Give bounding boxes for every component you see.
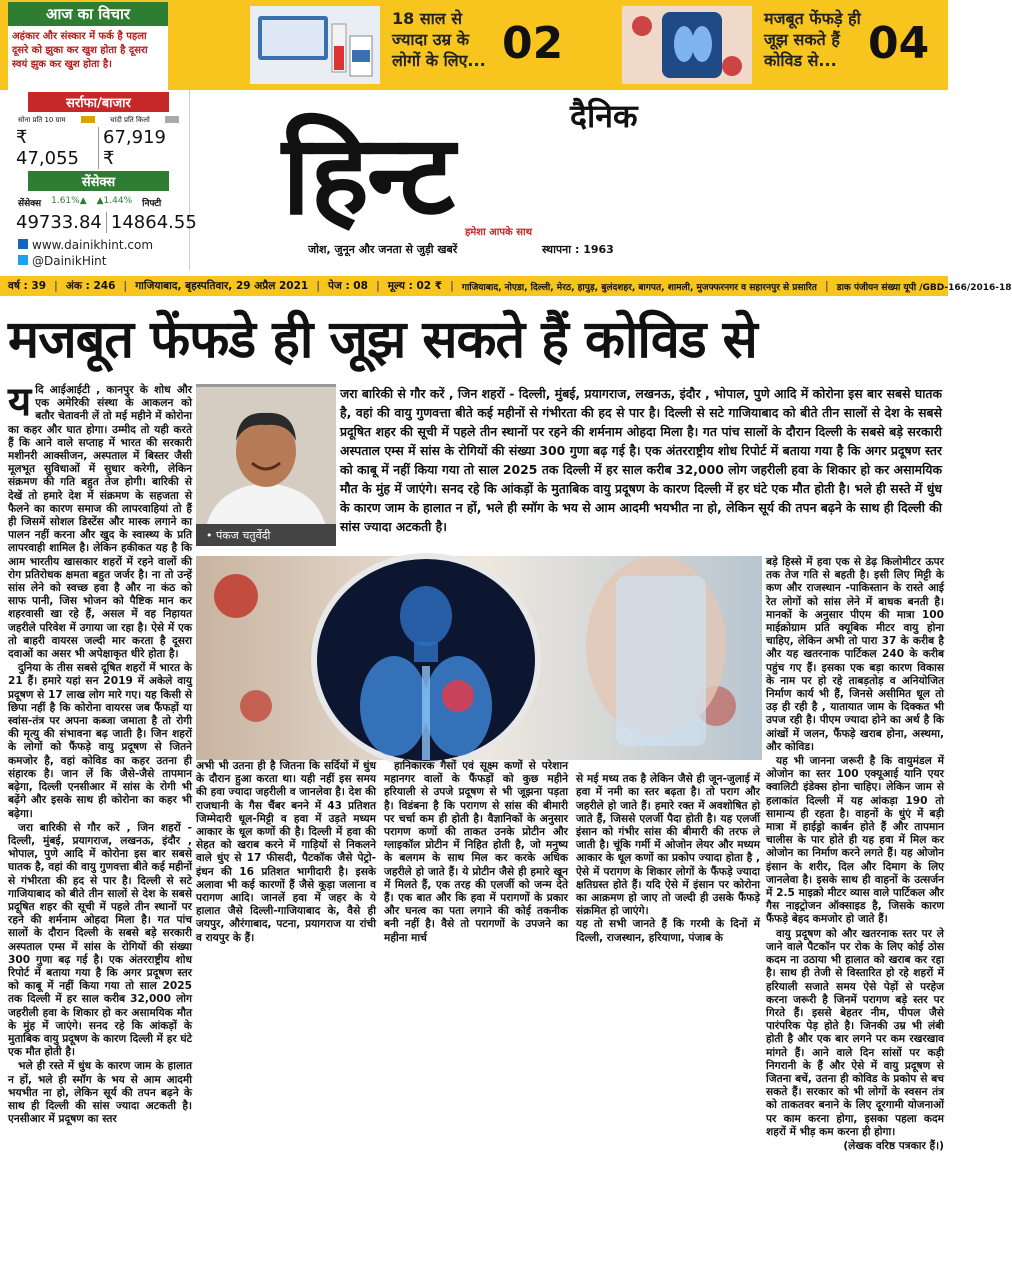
col1-para2: दुनिया के तीस सबसे दूषित शहरों में भारत के 21 हैं। हमारे यहां सन 2019 में अकेले वायु प्रदूषण से 17 लाख लोग मारे गए। यह किसी से छिपा नहीं है कि कोरोना वायरस जब फैंफड़ों या स्वांस-तंत्र पर अपना कब्जा जमाता है तो रोगी की मृत्यु की संभावना बढ़ जाती है। जिन शहरों के लोगों को फैंफड़े वायु प्रदूषण से जितने कमजोर है, वहां कोविड का कहर उतना ही संहारक है। जान लें कि जैसे-जैसे तापमान बढ़ेगा, दिल्ली एनसीआर में सांस के रोगी भी बढ़ेंगे और इसके साथ ही कोरोना का कहर भी बढ़ेगा। bbox=[8, 662, 192, 820]
illustration-frame bbox=[196, 556, 762, 760]
author-byline: • पंकज चतुर्वेदी bbox=[196, 524, 336, 546]
silver-value: 67,919 ₹ bbox=[103, 127, 166, 169]
info-date: गाजियाबाद, बृहस्पतिवार, 29 अप्रैल 2021 bbox=[135, 280, 309, 292]
col5-para2: यह भी जानना जरूरी है कि वायुमंडल में ओजोन का स्तर 100 एक्यूआई यानि एयर क्वालिटी इंडेक्स होना चाहिए। लेकिन जाम से हलाकांत दिल्ली में यह आंकड़ा 190 तो सामान्य ही रहता है। वाहनों के धुंएं में बड़ी मात्रा में हाईड्रो कार्बन होते हैं और तापमान चालीस के पार होते ही यह हवा में मिल कर ओजोन का निर्माण करने लगते हैं। यह ओजोन इंसान के शरीर, दिल और दिमाग के लिए जानलेवा है। इसके साथ ही वाहनों के उत्सर्जन में 2.5 माइक्रो मीटर व्यास वाले पार्टिकल और गैस नाइट्रोजन ऑक्साइड है, जिसके कारण फैंफड़े बेहद कमजोर हो जाते हैं। bbox=[766, 755, 944, 926]
masthead-subtitle: जोश, जुनून और जनता से जुड़ी खबरें bbox=[308, 243, 458, 256]
teaser-page-1: 02 bbox=[502, 18, 564, 69]
col1-para4: भले ही रस्ते में धुंध के कारण जाम के हालात न हों, भले ही स्मॉग के भय से आम आदमी भयभीत ना हो, लेकिन सूर्य की तपन बढ़ने के साथ ही दिल्ली की सांस ज्यादा अटकती है। एनसीआर में प्रदूषण का स्तर bbox=[8, 1060, 192, 1126]
sensex-title: सेंसेक्स bbox=[28, 171, 169, 191]
info-registration: डाक पंजीयन संख्या यूपी /GBD-166/2016-18 bbox=[836, 282, 1012, 293]
sensex-change: 1.61%▲ bbox=[51, 196, 87, 206]
teaser-page-2: 04 bbox=[868, 18, 930, 69]
info-cities: गाजियाबाद, नोएडा, दिल्ली, मेरठ, हापुड़, बुलंदशहर, बागपत, शामली, मुजफ्फरनगर व सहारनपुर से प्रसारित bbox=[461, 282, 817, 293]
sensex-value: 49733.84 bbox=[16, 212, 107, 233]
thought-title: आज का विचार bbox=[8, 2, 168, 26]
col5-para1: बड़े हिस्से में हवा एक से डेढ़ किलोमीटर ऊपर तक तेज गति से बहती है। इसी लिए मिट्टी के कण और राजस्थान -पाकिस्तान के रास्ते आई रेत लोगों को सांस लेने में बाधक बनती है। मानकों के अनुसार पीएम की मात्रा 100 माईक्रोग्राम प्रति क्यूबिक मीटर वायु होना चाहिए, लेकिन अभी तो पारा 37 के करीब है और यह खतरनाक पार्टिकल 240 के करीब पहुंच गए हैं। इसका एक बड़ा कारण विकास के नाम पर हो रहे ताबड़तोड़ व अनियोजित निर्माण कार्य भी हैं, जिनसे असीमित धूल तो उड़ ही रही है , यातायात जाम के दिक्कत भी उपज रही है। पीएम ज्यादा होने का अर्थ है कि आंखों में जलन, फैंफड़े खराब होना, अस्थमा, और कोविड। bbox=[766, 556, 944, 753]
lungs-thumbnail bbox=[622, 6, 752, 84]
masthead bbox=[270, 92, 690, 262]
masthead-established: स्थापना : 1963 bbox=[542, 243, 614, 256]
thought-text: अहंकार और संस्कार में फर्क है पहला दूसरे को झुका कर खुश होता है दूसरा स्वयं झुक कर खुश होता है। bbox=[8, 26, 168, 96]
col3-text: हानिकारक गैसों एवं सूक्ष्म कणों से परेशान महानगर वालों के फैंफड़ों को कुछ महीने हरियाली से उपजे प्रदूषण से भी जूझना पड़ता है। विडंबना है कि परागण से सांस की बीमारी पर चर्चा कम ही होती है। वैज्ञानिकों के अनुसार परागण कणों की ताकत उनके प्रोटीन और ग्लाइकॉल प्रोटीन में निहित होती है, जो मनुष्य के बलगम के साथ मिल कर करके अधिक जहरीले हो जाते हैं। ये प्रोटीन जैसे ही हमारे खून में मिलते हैं, एक तरह की एलर्जी को जन्म देते हैं। एक बात और कि हवा में परागणों के प्रकार और घनत्व का पता लगाने की कोई तकनीक बनी नहीं है। वैसे तो परागणों के उपजने का महीना मार्च bbox=[384, 760, 568, 944]
col2-text: अभी भी उतना ही है जितना कि सर्दियों में धुंध के दौरान हुआ करता था। यही नहीं इस समय की हवा ज्यादा जहरीली व जानलेवा है। देश की राजधानी के गैस चैंबर बनने में 43 प्रतिशत जिम्मेदारी धूल-मिट्टी व हवा में उड़ते मध्यम आकार के धूल कणों की है। दिल्ली में हवा की सेहत को खराब करने में गाड़ियों से निकलने वाले धुंए से 17 फीसदी, पैटकॉक जैसे पेट्रो-इंधन की 16 प्रतिशत भागीदारी है। इसके अलावा भी कई कारणों हैं जैसे कूड़ा जलाना व परागण आदि। जानलें हवा में जहर के ये हालात जैसे दिल्ली-गाजियाबाद के, वैसे ही जयपुर, औरंगाबाद, पटना, प्रयागराज या रांची व रायपुर के हैं। bbox=[196, 760, 376, 944]
gold-bar-icon bbox=[81, 116, 95, 123]
article-column-4 bbox=[576, 760, 760, 1280]
website-link[interactable] bbox=[18, 237, 179, 253]
article-column-3 bbox=[384, 760, 568, 1280]
twitter-icon bbox=[18, 255, 28, 265]
article-column-2 bbox=[196, 760, 376, 1280]
web-icon bbox=[18, 239, 28, 249]
gold-label: सोना प्रति 10 ग्राम bbox=[18, 116, 66, 124]
info-pages: पेज : 08 bbox=[328, 280, 368, 292]
info-issue: अंक : 246 bbox=[65, 280, 116, 292]
teaser-text-2: मजबूत फेंफड़े ही जूझ सकते हैं कोविड से... bbox=[764, 9, 861, 70]
silver-bar-icon bbox=[165, 116, 179, 123]
teaser-lungs[interactable] bbox=[622, 6, 942, 84]
top-strip bbox=[0, 0, 948, 90]
masthead-hint-logo: हिन्ट bbox=[282, 110, 453, 239]
info-year: वर्ष : 39 bbox=[8, 280, 47, 292]
bullion-title: सर्राफा/बाजार bbox=[28, 92, 169, 112]
drop-cap: य bbox=[8, 379, 32, 425]
teaser-text-1: 18 साल से ज्यादा उम्र के लोगों के लिए... bbox=[392, 9, 486, 70]
headline: मजबूत फेंफडे ही जूझ सकते हैं कोविड से bbox=[8, 310, 757, 370]
nifty-change: ▲1.44% bbox=[96, 196, 133, 206]
nifty-value: 14864.55 bbox=[110, 212, 197, 233]
vaccine-thumbnail bbox=[250, 6, 380, 84]
article-column-5 bbox=[766, 556, 944, 1280]
market-box bbox=[8, 90, 197, 270]
col5-para3: वायु प्रदूषण को और खतरनाक स्तर पर ले जाने वाले पैटकॉन पर रोक के लिए कोई ठोस कदम ना उठाया भी हालात को खराब कर रहा है। साथ ही तेजी से विस्तारित हो रहे शहरों में हरियाली सजाते समय ऐसे पेड़ों से परहेज करना जरूरी है जिनमें परागण बड़े स्तर पर गिरते हैं। इससे बेहतर नीम, पीपल जैसे पारंपरिक पेड़ होते है। जिनकी उम्र भी लंबी होती है और एक बार लगने पर कम रखरखाव मांगते हैं। आने वाले दिन सांसों पर कड़ी निगरानी के हैं और ऐसे में वायु प्रदूषण से जितना बचें, उतना ही कोविड के प्रकोप से बच सकते हैं। सरकार को भी लोगों के स्वसन तंत्र को ताकतवर बनाने के लिए दूरगामी योजनाओं पर काम करना होगा, इसका पहला कदम शहरों में भीड़ कम करना ही होगा। bbox=[766, 927, 944, 1138]
xray-body-illustration bbox=[196, 556, 762, 760]
info-price: मूल्य : 02 ₹ bbox=[387, 280, 443, 292]
info-line: वर्ष : 39 | अंक : 246 | गाजियाबाद, बृहस्पतिवार, 29 अप्रैल 2021 | पेज : 08 | मूल्य : 02 ₹ | गाजियाबाद, नोएडा, दिल्ली, मेरठ, हापुड़, बुलंदशहर, बागपत, शामली, मुजफ्फरनगर व सहारनपुर से प्रसारित | डाक पंजीयन संख्या यूपी /GBD-166/2016-18 bbox=[0, 276, 948, 296]
author-photo bbox=[196, 384, 336, 524]
author-note: (लेखक वरिष्ठ पत्रकार हैं।) bbox=[843, 1139, 944, 1152]
col4-text: से मई मध्य तक है लेकिन जैसे ही जून-जुलाई में हवा में नमी का स्तर बढ़ता है। तो पराग और जहरीले हो जाते हैं। हमारे रक्त में अवशोषित हो जाते हैं, जिससे एलर्जी पैदा होती है। यह एलर्जी इंसान को गंभीर सांस की बीमारी की तरफ ले जाती है। चूंकि गर्मी में ओजोन लेयर और मध्यम आकार के धूल कणों का प्रकोप ज्यादा होता है , ऐसे में परागण के शिकार लोगों के फैंफड़े ज्यादा क्षतिग्रस्त होते हैं। यदि ऐसे में इंसान पर कोरोना का आक्रमण हो जाए तो जल्दी ही उसके फैंफड़े संक्रमित हो जाएंगे। यह तो सभी जानते हैं कि गरमी के दिनों में दिल्ली, राजस्थान, हरियाणा, पंजाब के bbox=[576, 773, 760, 944]
teaser-vaccine[interactable] bbox=[250, 6, 580, 84]
silver-label: चांदी प्रति किलो bbox=[110, 116, 150, 124]
article-column-1 bbox=[8, 379, 192, 1280]
intro-paragraph: जरा बारिकी से गौर करें , जिन शहरों - दिल्ली, मुंबई, प्रयागराज, लखनऊ, इंदौर , भोपाल, पुणे आदि में कोरोना इस बार सबसे घातक है, वहां की वायु गुणवत्ता बीते कई महीनों से गंभीरता की हद से पार है। दिल्ली से सटे गाजियाबाद को बीते तीन सालों से देश के सबसे प्रदूषित शहर की सूची में पहले तीन स्थानों पर रहने की शर्मनाम ओहदा मिला है। गत पांच सालों के दौरान दिल्ली के सबसे बड़े सरकारी अस्पताल एम्स में सांस के रोगियों की संख्या 300 गुणा बढ़ गई है। एक अंतरराष्ट्रीय शोध रिपोर्ट में बताया गया है कि अगर प्रदूषण स्तर को काबू में नहीं किया गया तो साल 2025 तक दिल्ली में हर साल करीब 32,000 लोग जहरीली हवा के शिकार हो कर असामयिक मौत के मुंह में जाएंगे। सनद रहे कि आंकड़ों के मुताबिक वायु प्रदूषण के कारण दिल्ली में हर घंटे एक मौत होती है। भले ही सस्ते में धुंध के कारण जाम के हालात न हों, भले ही स्मॉग के भय से आम आदमी भयभीत ना हो, लेकिन सूर्य की तपन बढ़ने के साथ ही दिल्ली की सांस ज्यादा अटकती है। bbox=[340, 386, 942, 534]
masthead-tagline: हमेशा आपके साथ bbox=[465, 227, 532, 238]
sensex-label: सेंसेक्स bbox=[18, 199, 42, 209]
nifty-label: निफ्टी bbox=[142, 199, 162, 209]
col1-para3: जरा बारिकी से गौर करें , जिन शहरों - दिल्ली, मुंबई, प्रयागराज, लखनऊ, इंदौर , भोपाल, पुणे आदि में कोरोना इस बार सबसे घातक है, वहां की वायु गुणवत्ता बीते कई महीनों से गंभीरता की हद से पार है। दिल्ली से सटे गाजियाबाद को बीते तीन सालों से देश के सबसे प्रदूषित शहर की सूची में पहले तीन स्थानों पर रहने की शर्मनाम ओहदा मिला है। गत पांच सालों के दौरान दिल्ली के सबसे बड़े सरकारी अस्पताल एम्स में सांस के रोगियों की संख्या 300 गुणा बढ़ गई है। एक अंतरराष्ट्रीय शोध रिपोर्ट में बताया गया है कि अगर प्रदूषण स्तर को काबू में नहीं किया गया तो साल 2025 तक दिल्ली में हर साल करीब 32,000 लोग जहरीली हवा के शिकार हो कर असामयिक मौत के मुंह में जाएंगे। सनद रहे कि आंकड़ों के मुताबिक वायु प्रदूषण के कारण दिल्ली में हर घंटे एक मौत होती है। bbox=[8, 821, 192, 1059]
twitter-text: @DainikHint bbox=[32, 254, 107, 268]
thought-of-the-day bbox=[8, 2, 168, 96]
col1-para1: दि आईआईटी , कानपुर के शोध और एक अमेरिकी संस्था के आकलन को बतौर चेतावनी लें तो मई महीने में कोरोना का कहर और घात होगा। उम्मीद तो यही करते हैं कि आने वाले सप्ताह में भारत की सरकारी मशीनरी आक्सीजन, अस्पताल में बिस्तर जैसी मूलभूत सुविधाओं में सुधार करेगी, लेकिन संक्रमण की गति बहुत तेज होगी। बारिकी से देखें तो हमारे देश में संक्रमण के सहजता से फैलने का कारण समाज की लापरवाहियां तो हैं ही जिसमें सोशल डिस्टेंस और मास्क लगाने का पालन नहीं करना और खुद के स्वास्थ्य के प्रति लापरवाही शामिल है। लेकिन हकीकत यह है कि आम भारतीय खासकार शहरों में रहने वालों की रोग प्रतिरोधक क्षमता बहुत जर्जर है। ना तो उन्हें सांस लेने को स्वच्छ हवा है और ना कंठ को साफ पानी, जिस भोजन को पैष्टिक मान कर शहरवासी खा रहे हैं, असल में वह निहायत जहरीले परिवेश में उगाया जा रहा है। ऐसे में एक तो बाहरी वायरस जल्दी मार करता है दूसरा दवाओं का असर भी अपेक्षाकृत धीरे होता है। bbox=[8, 384, 192, 661]
website-text: www.dainikhint.com bbox=[32, 238, 154, 252]
twitter-link[interactable] bbox=[18, 253, 179, 269]
masthead-dainik: दैनिक bbox=[570, 97, 638, 135]
gold-value: ₹ 47,055 bbox=[16, 127, 99, 169]
